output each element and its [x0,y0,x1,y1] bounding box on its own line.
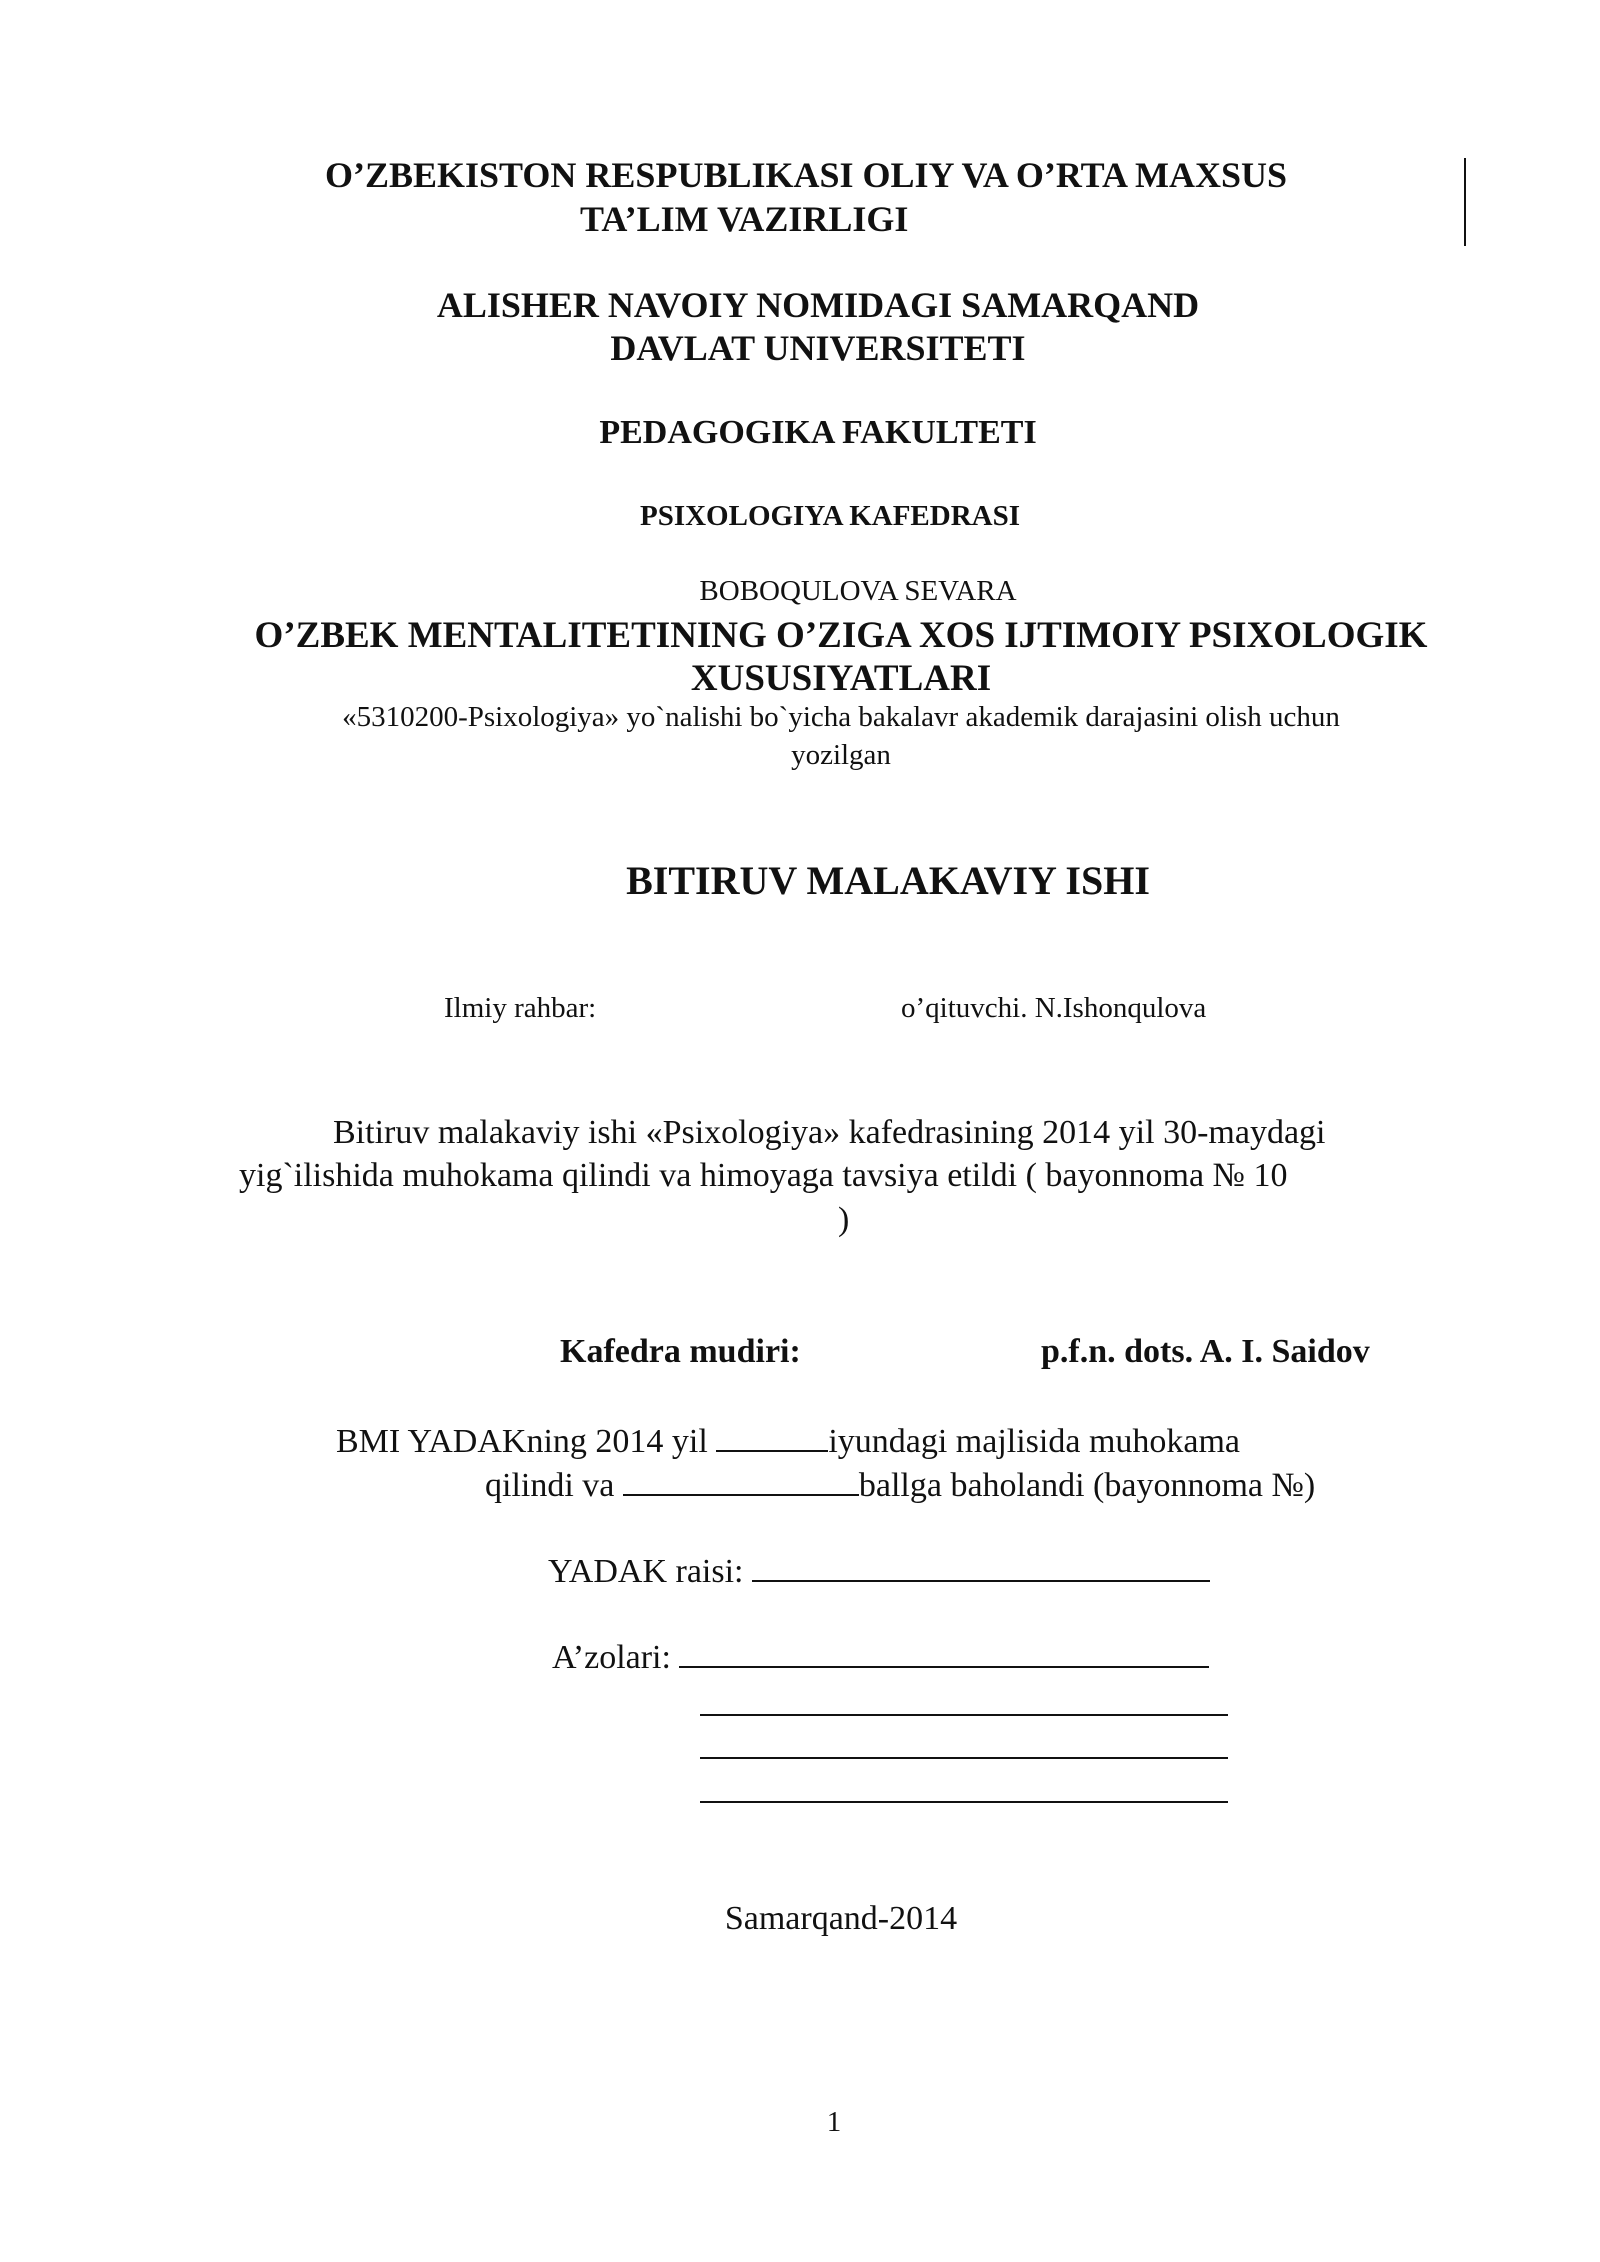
degree-purpose-line-1: «5310200-Psixologiya» yo`nalishi bo`yicha bakalavr akademik darajasini olish uchun [342,701,1340,733]
margin-bar [1464,158,1466,246]
blank-member-signature-1 [679,1636,1209,1668]
discussion-line-2: yig`ilishida muhokama qilindi va himoyaga tavsiya etildi ( bayonnoma № 10 [239,1157,1288,1194]
degree-purpose-line-2: yozilgan [791,739,891,771]
work-type-heading: BITIRUV MALAKAVIY ISHI [626,858,1150,903]
supervisor-name: o’qituvchi. N.Ishonqulova [901,992,1207,1024]
commission-line-2 [485,1464,1315,1503]
blank-chair-signature [752,1550,1210,1582]
place-and-year: Samarqand-2014 [724,1900,958,1937]
author-name: BOBOQULOVA SEVARA [699,575,1017,607]
commission-chair-label: YADAK raisi: [548,1553,752,1590]
commission-line-1-start: BMI YADAKning 2014 yil [336,1423,717,1460]
thesis-title-line-2: XUSUSIYATLARI [690,658,992,699]
commission-line-2-start: qilindi va [485,1467,623,1504]
blank-member-signature-4 [700,1801,1228,1803]
supervisor-label: Ilmiy rahbar: [444,992,597,1024]
thesis-title-line-1: O’ZBEK MENTALITETINING O’ZIGA XOS IJTIMOIY PSIXOLOGIK [254,615,1428,656]
faculty-name: PEDAGOGIKA FAKULTETI [599,414,1037,451]
discussion-line-3: ) [838,1201,850,1238]
blank-member-signature-3 [700,1757,1228,1759]
commission-members-line [552,1636,1209,1675]
head-of-department-label: Kafedra mudiri: [560,1333,801,1370]
blank-member-signature-2 [700,1714,1228,1716]
blank-score-field [623,1464,859,1496]
university-line-2: DAVLAT UNIVERSITETI [610,328,1026,368]
head-of-department-name: p.f.n. dots. A. I. Saidov [1041,1333,1370,1370]
ministry-line-1: O’ZBEKISTON RESPUBLIKASI OLIY VA O’RTA MAXSUS [325,155,1287,195]
commission-line-2-end: ballga baholandi (bayonnoma №) [858,1467,1316,1504]
commission-line-1 [336,1420,1240,1459]
ministry-line-2: TA’LIM VAZIRLIGI [580,199,909,239]
blank-day-field [716,1420,828,1452]
commission-members-label: A’zolari: [552,1639,680,1676]
department-name: PSIXOLOGIYA KAFEDRASI [639,500,1021,532]
discussion-line-1: Bitiruv malakaviy ishi «Psixologiya» kafedrasining 2014 yil 30-maydagi [333,1114,1326,1151]
commission-line-1-end: iyundagi majlisida muhokama [828,1423,1241,1460]
commission-chair-line [548,1550,1210,1589]
university-line-1: ALISHER NAVOIY NOMIDAGI SAMARQAND [436,285,1200,325]
page-number: 1 [826,2106,842,2138]
